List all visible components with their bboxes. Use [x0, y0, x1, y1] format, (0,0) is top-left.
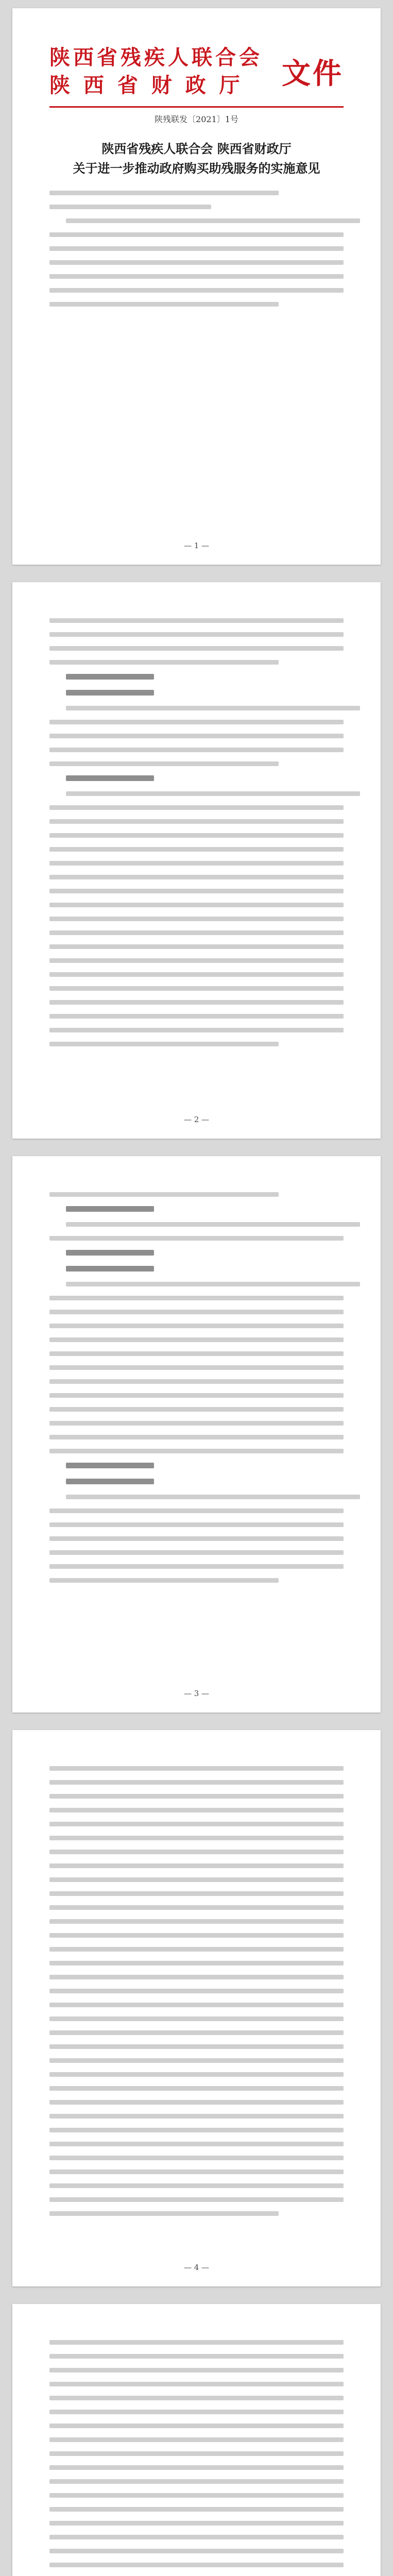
- text-line: [49, 2521, 344, 2526]
- letterhead: [49, 44, 344, 108]
- text-line: [49, 1850, 344, 1854]
- text-line: [49, 2549, 344, 2553]
- text-line: [66, 1282, 360, 1286]
- text-line: [49, 1536, 344, 1541]
- text-line: [49, 1337, 344, 1342]
- text-line: [66, 1495, 360, 1499]
- page-number: — 3 —: [183, 1689, 210, 1698]
- text-line: [49, 274, 344, 279]
- text-line: [49, 1919, 344, 1924]
- text-line: [49, 861, 344, 866]
- text-line: [49, 847, 344, 852]
- text-line: [49, 660, 279, 665]
- text-line: [49, 1042, 279, 1046]
- text-line: [49, 2368, 344, 2372]
- text-line: [49, 205, 211, 209]
- text-line: [49, 1014, 344, 1019]
- text-line: [49, 1766, 344, 1771]
- text-line: [49, 2170, 344, 2174]
- text-line: [49, 819, 344, 824]
- text-line: [49, 2451, 344, 2456]
- text-line: [49, 2058, 344, 2063]
- text-line: [49, 761, 279, 766]
- text-line: [49, 1794, 344, 1799]
- document-page-1: [12, 8, 381, 565]
- text-line: [49, 1822, 344, 1826]
- org-name-1: 陕西省残疾人联合会: [49, 45, 263, 70]
- text-line: [49, 2437, 344, 2442]
- section-heading: [66, 674, 154, 680]
- text-line: [49, 2424, 344, 2428]
- text-line: [49, 1522, 344, 1527]
- text-line: [49, 972, 344, 977]
- text-line: [49, 2340, 344, 2345]
- page-number: — 4 —: [183, 2263, 210, 2272]
- text-line: [49, 618, 344, 623]
- text-line: [49, 2410, 344, 2414]
- page-number: — 2 —: [183, 1115, 210, 1124]
- text-line: [49, 917, 344, 921]
- text-line: [49, 2016, 344, 2021]
- document-page-3: [12, 1156, 381, 1713]
- text-line: [49, 1947, 344, 1952]
- text-line: [49, 1564, 344, 1569]
- text-line: [49, 748, 344, 752]
- text-line: [49, 903, 344, 907]
- text-line: [49, 1000, 344, 1005]
- page-number: — 1 —: [183, 541, 210, 550]
- text-line: [49, 260, 344, 265]
- text-line: [49, 1863, 344, 1868]
- text-line: [49, 2086, 344, 2091]
- text-line: [49, 232, 344, 237]
- section-heading: [66, 1463, 154, 1468]
- document-title-line-1: 陕西省残疾人联合会 陕西省财政厅: [101, 141, 292, 156]
- org-name-2: 陕 西 省 财 政 厅: [49, 73, 243, 97]
- text-line: [66, 1222, 360, 1227]
- text-line: [49, 1310, 344, 1314]
- text-line: [49, 1905, 344, 1910]
- document-title-line-2: 关于进一步推动政府购买助残服务的实施意见: [73, 161, 320, 176]
- text-line: [49, 2211, 279, 2216]
- text-line: [49, 2493, 344, 2498]
- text-line: [49, 2465, 344, 2470]
- document-title: [49, 139, 344, 178]
- text-line: [49, 2535, 344, 2539]
- text-line: [49, 1550, 344, 1555]
- text-line: [49, 875, 344, 879]
- text-line: [49, 1421, 344, 1426]
- text-line: [49, 2382, 344, 2386]
- section-heading: [66, 690, 154, 696]
- text-line: [49, 889, 344, 893]
- text-line: [49, 1780, 344, 1785]
- text-line: [49, 1891, 344, 1896]
- section-heading: [66, 1206, 154, 1212]
- section-heading: [66, 1250, 154, 1256]
- text-line: [66, 218, 360, 223]
- text-line: [49, 2072, 344, 2077]
- text-line: [49, 1975, 344, 1979]
- text-line: [49, 1379, 344, 1384]
- text-line: [49, 1808, 344, 1812]
- text-line: [49, 1365, 344, 1370]
- text-line: [49, 1324, 344, 1328]
- text-line: [49, 1296, 344, 1300]
- text-line: [49, 632, 344, 637]
- text-line: [49, 2003, 344, 2007]
- text-line: [49, 2114, 344, 2119]
- text-line: [49, 1578, 279, 1583]
- text-line: [49, 1989, 344, 1993]
- text-line: [49, 958, 344, 963]
- text-line: [49, 2354, 344, 2359]
- text-line: [49, 2197, 344, 2202]
- text-line: [49, 1449, 344, 1453]
- text-line: [49, 833, 344, 838]
- text-line: [49, 2563, 344, 2567]
- text-line: [49, 1393, 344, 1398]
- text-line: [49, 1192, 279, 1197]
- text-line: [49, 1236, 344, 1241]
- text-line: [49, 2044, 344, 2049]
- text-line: [49, 646, 344, 651]
- text-line: [49, 1407, 344, 1412]
- document-page-4: [12, 1730, 381, 2286]
- text-line: [49, 930, 344, 935]
- section-heading: [66, 1479, 154, 1484]
- document-page-2: [12, 582, 381, 1139]
- text-line: [66, 791, 360, 796]
- text-line: [49, 734, 344, 738]
- text-line: [49, 720, 344, 724]
- text-line: [49, 1028, 344, 1032]
- text-line: [49, 2142, 344, 2146]
- text-line: [49, 1351, 344, 1356]
- text-line: [49, 191, 279, 195]
- text-line: [49, 1836, 344, 1840]
- text-line: [49, 1933, 344, 1938]
- text-line: [49, 288, 344, 293]
- section-heading: [66, 775, 154, 781]
- text-line: [49, 302, 279, 307]
- text-line: [49, 1509, 344, 1513]
- text-line: [49, 2479, 344, 2484]
- text-line: [49, 944, 344, 949]
- text-line: [49, 1961, 344, 1965]
- text-line: [49, 2183, 344, 2188]
- text-line: [49, 805, 344, 810]
- document-page-5: [12, 2304, 381, 2576]
- text-line: [49, 986, 344, 991]
- document-label: 文件: [282, 57, 344, 91]
- text-line: [49, 1435, 344, 1439]
- issuing-organizations: [49, 44, 263, 99]
- text-line: [49, 2100, 344, 2105]
- section-heading: [66, 1266, 154, 1272]
- text-line: [49, 2156, 344, 2160]
- text-line: [49, 2396, 344, 2400]
- text-line: [49, 1877, 344, 1882]
- text-line: [66, 706, 360, 710]
- document-number: 陕残联发〔2021〕1号: [155, 114, 238, 124]
- text-line: [49, 2507, 344, 2512]
- text-line: [49, 2128, 344, 2132]
- text-line: [49, 2030, 344, 2035]
- text-line: [49, 246, 344, 251]
